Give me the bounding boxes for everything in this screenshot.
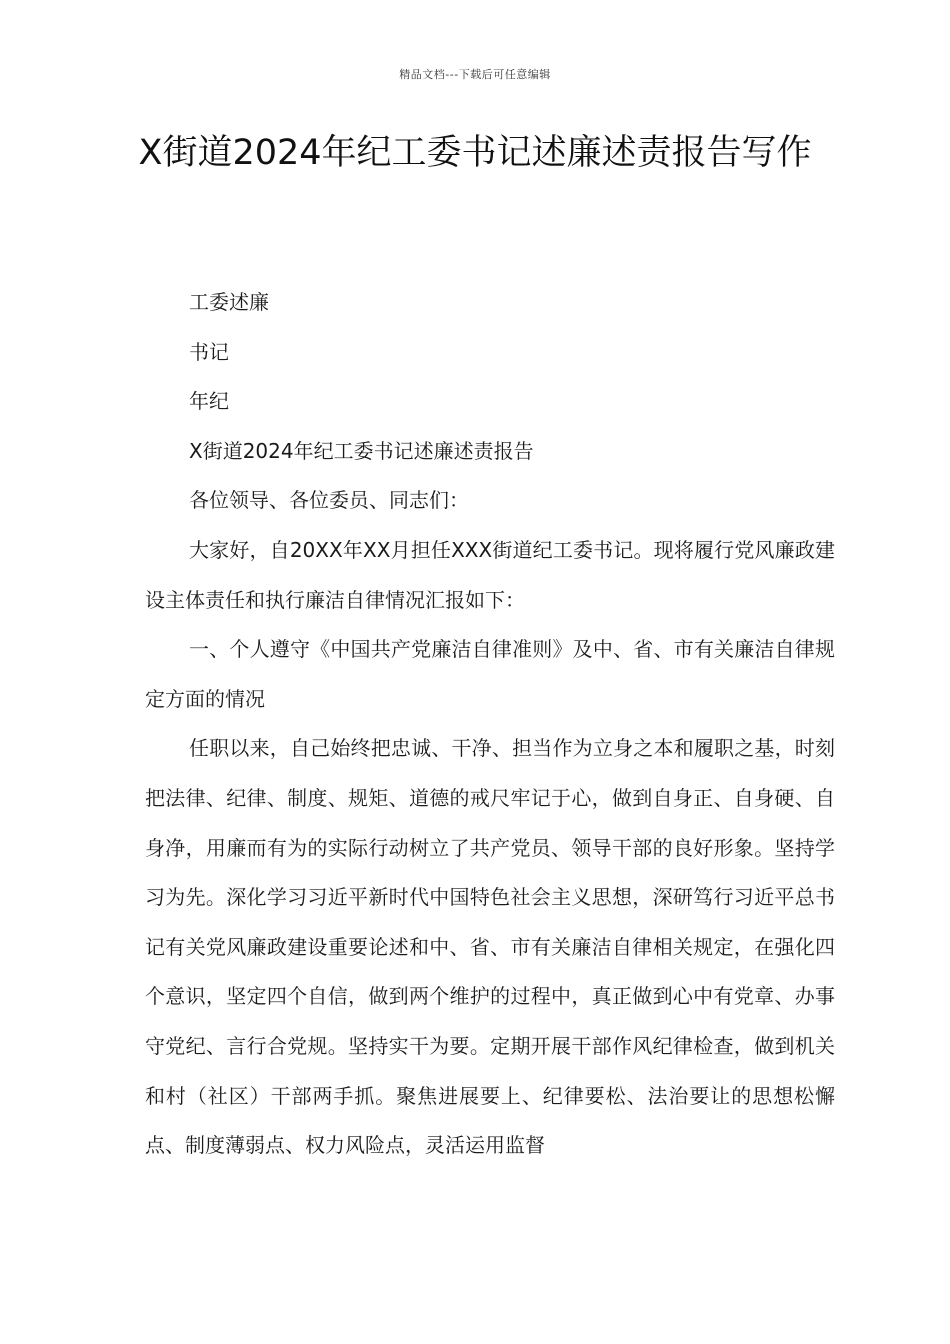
document-body bbox=[145, 278, 835, 1171]
paragraph: 年纪 bbox=[189, 389, 229, 414]
paragraph: X街道2024年纪工委书记述廉述责报告 bbox=[189, 438, 534, 463]
document-title: X街道2024年纪工委书记述廉述责报告写作 bbox=[138, 133, 812, 173]
paragraph: 各位领导、各位委员、同志们： bbox=[189, 488, 469, 513]
paragraph: 一、个人遵守《中国共产党廉洁自律准则》及中、省、市有关廉洁自律规定方面的情况 bbox=[145, 637, 835, 711]
paragraph: 大家好，自20XX年XX月担任XXX街道纪工委书记。现将履行党风廉政建设主体责任和执行廉洁自律情况汇报如下： bbox=[145, 537, 835, 612]
paragraph: 工委述廉 bbox=[189, 290, 269, 314]
paragraph: 书记 bbox=[189, 339, 229, 364]
header-note: 精品文档---下载后可任意编辑 bbox=[399, 68, 551, 81]
paragraph: 任职以来，自己始终把忠诚、干净、担当作为立身之本和履职之基，时刻把法律、纪律、制度、规矩、道德的戒尺牢记于心，做到自身正、自身硬、自身净，用廉而有为的实际行动树立了共产党员、领导干部的良好形象。坚持学习为先。深化学习习近平新时代中国特色社会主义思想，深研笃行习近平总书记有关党风廉政建设重要论述和中、省、市有关廉洁自律相关规定，在强化四个意识，坚定四个自信，做到两个维护的过程中，真正做到心中有党章、办事守党纪、言行合党规。坚持实干为要。定期开展干部作风纪律检查，做到机关和村（社区）干部两手抓。聚焦进展要上、纪律要松、法治要让的思想松懈点、制度薄弱点、权力风险点，灵活运用监督 bbox=[145, 736, 835, 1158]
